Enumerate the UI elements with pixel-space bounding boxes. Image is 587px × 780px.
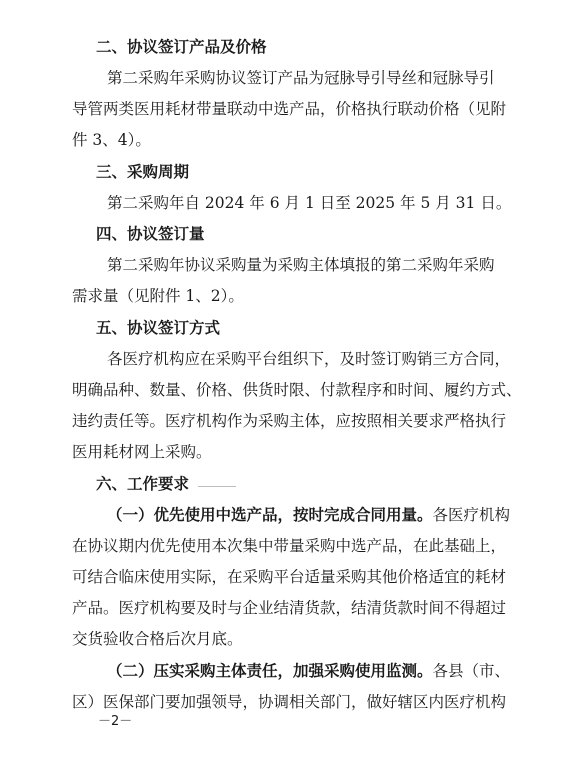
paragraph-line: 可结合临床使用实际，在采购平台适量采购其他价格适宜的耗材 [72,568,507,586]
paragraph-line: 各医疗机构应在采购平台组织下，及时签订购销三方合同， [107,350,511,368]
paragraph-line: 明确品种、数量、价格、供货时限、付款程序和时间、履约方式、 [72,381,522,399]
paragraph-line: 第二采购年协议采购量为采购主体填报的第二采购年采购 [107,256,495,274]
subsection-lead: （二）压实采购主体责任，加强采购使用监测。 [107,661,433,680]
paragraph-line: 需求量（见附件 1、2）。 [72,287,244,305]
heading-underline-mark [198,486,236,487]
paragraph-line [0,656,587,686]
subsection-text: 各医疗机构 [432,506,511,524]
section-heading: 六、工作要求 [96,475,190,493]
paragraph-line: 第二采购年采购协议签订产品为冠脉导引导丝和冠脉导引 [107,69,495,87]
section-heading: 四、协议签订量 [96,225,205,243]
paragraph-line: 导管两类医用耗材带量联动中选产品，价格执行联动价格（见附 [72,100,507,118]
paragraph-line: 医用耗材网上采购。 [72,443,212,461]
page-number: －2－ [98,714,133,729]
paragraph-line: 第二采购年自 2024 年 6 月 1 日至 2025 年 5 月 31 日。 [107,194,512,212]
paragraph-line: 在协议期内优先使用本次集中带量采购中选产品，在此基础上， [72,537,507,555]
paragraph-line [0,500,587,530]
paragraph-line: 件 3、4）。 [72,131,151,149]
subsection-lead: （一）优先使用中选产品，按时完成合同用量。 [107,505,433,524]
paragraph-line: 区）医保部门要加强领导，协调相关部门，做好辖区内医疗机构 [72,693,507,711]
section-heading: 三、采购周期 [96,163,190,181]
section-heading: 二、协议签订产品及价格 [96,38,267,56]
subsection-text: 各县（市、 [432,662,511,680]
paragraph-line: 产品。医疗机构要及时与企业结清货款，结清货款时间不得超过 [72,599,507,617]
section-heading: 五、协议签订方式 [96,319,221,337]
paragraph-line: 交货验收合格后次月底。 [72,630,243,648]
paragraph-line: 违约责任等。医疗机构作为采购主体，应按照相关要求严格执行 [72,412,507,430]
